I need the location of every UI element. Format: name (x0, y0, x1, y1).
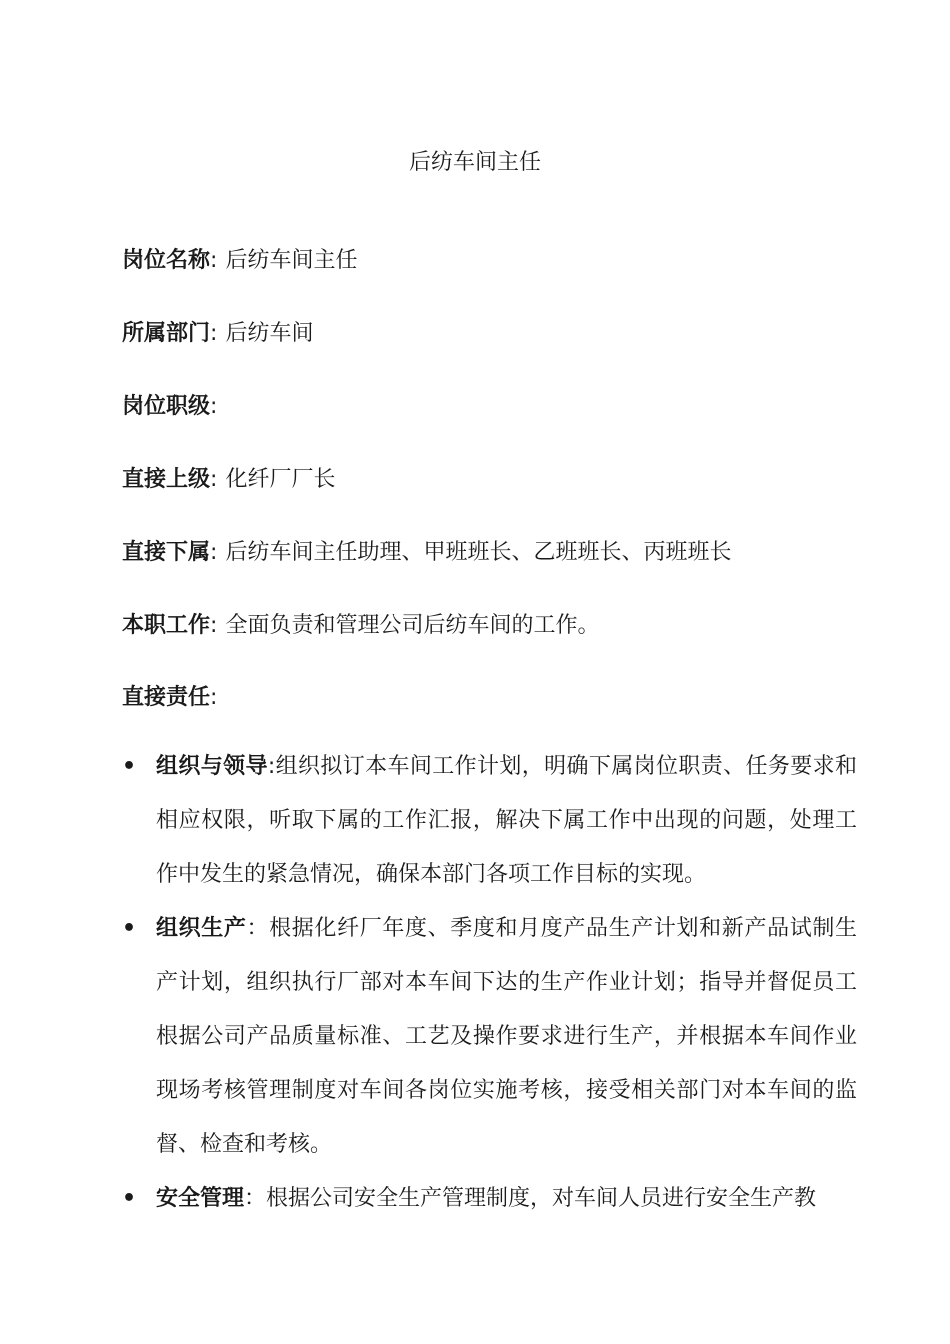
field-department (122, 319, 313, 349)
bullet-icon: • (122, 1186, 137, 1211)
duty-list (122, 740, 857, 1226)
document-title: 后纺车间主任 (408, 150, 541, 175)
duty-item (122, 1172, 857, 1226)
field-value: 化纤厂厂长 (225, 467, 336, 492)
field-value: 后纺车间主任助理、甲班班长、乙班班长、丙班班长 (225, 540, 732, 565)
duty-heading: 安全管理 (156, 1186, 245, 1211)
field-colon: : (210, 467, 218, 492)
field-label: 直接下属 (122, 540, 211, 565)
field-label: 本职工作 (122, 613, 211, 638)
duty-item (122, 740, 857, 902)
field-colon: : (210, 685, 218, 710)
duty-heading: 组织与领导 (156, 754, 268, 779)
duty-item (122, 902, 857, 1172)
field-label: 所属部门 (122, 321, 211, 346)
bullet-icon: • (122, 754, 137, 779)
field-colon: : (210, 248, 218, 273)
duty-separator: ： (246, 916, 270, 941)
field-colon: : (210, 613, 218, 638)
bullet-icon: • (122, 916, 137, 941)
field-rank (122, 392, 225, 422)
field-superior (122, 465, 335, 495)
field-value: 后纺车间 (225, 321, 314, 346)
field-colon: : (210, 394, 218, 419)
field-position-name (122, 246, 357, 276)
duty-separator: : (267, 754, 276, 779)
field-value: 后纺车间主任 (225, 248, 358, 273)
field-main-job (122, 611, 599, 641)
field-value: 全面负责和管理公司后纺车间的工作。 (225, 613, 600, 638)
field-subordinates (122, 538, 731, 568)
field-label: 直接上级 (122, 467, 211, 492)
field-colon: : (210, 540, 218, 565)
duty-separator: ： (244, 1186, 267, 1211)
field-label: 直接责任 (122, 685, 211, 710)
duty-text: 根据公司安全生产管理制度，对车间人员进行安全生产教 (266, 1186, 817, 1211)
field-direct-duties (122, 683, 225, 713)
duty-heading: 组织生产 (156, 916, 247, 941)
field-colon: : (210, 321, 218, 346)
field-label: 岗位名称 (122, 248, 211, 273)
duty-text: 根据化纤厂年度、季度和月度产品生产计划和新产品试制生产计划，组织执行厂部对本车间下达的生产作业计划；指导并督促员工根据公司产品质量标准、工艺及操作要求进行生产，并根据本车间作业现场考核管理制度对车间各岗位实施考核，接受相关部门对本车间的监督、检查和考核。 (156, 916, 857, 1157)
field-label: 岗位职级 (122, 394, 211, 419)
duty-text: 组织拟订本车间工作计划，明确下属岗位职责、任务要求和相应权限，听取下属的工作汇报，解决下属工作中出现的问题，处理工作中发生的紧急情况，确保本部门各项工作目标的实现。 (156, 754, 857, 887)
